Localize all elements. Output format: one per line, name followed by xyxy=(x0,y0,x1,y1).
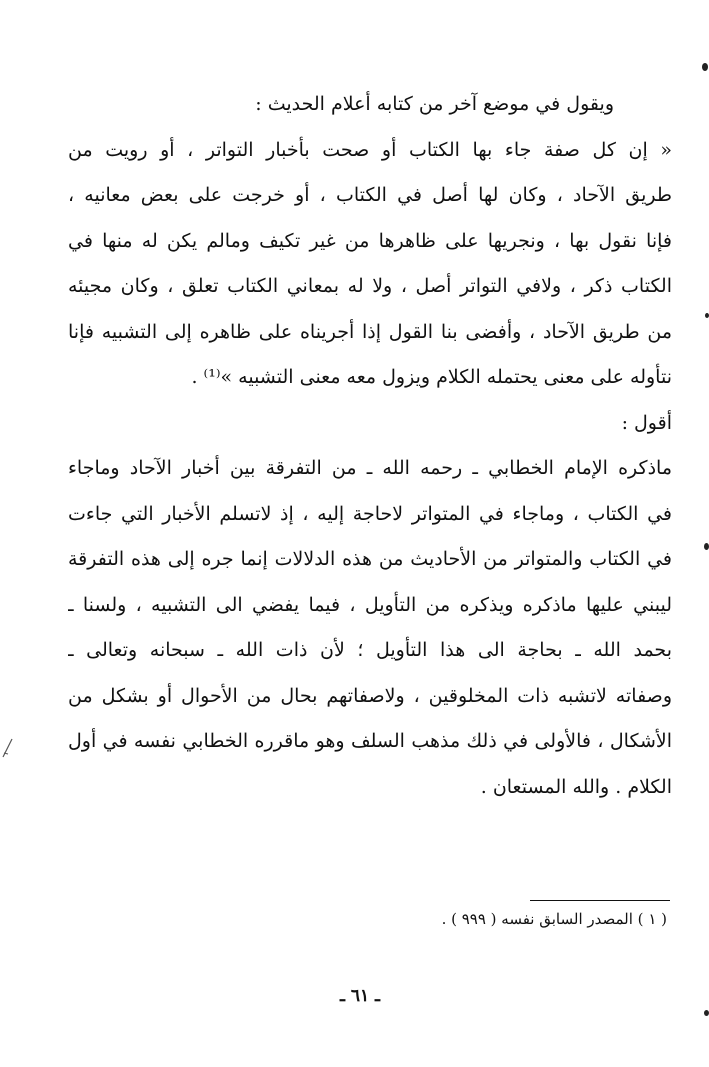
text-line: من طريق الآحاد ، وأفضى بنا القول إذا أجريناه على ظاهره إلى التشبيه فإنا xyxy=(68,320,672,343)
footnote-divider xyxy=(530,900,670,901)
text-line: الكلام . والله المستعان . xyxy=(480,775,672,798)
scan-margin-mark xyxy=(0,735,16,765)
text-line: في الكتاب ، وماجاء في المتواتر لاحاجة إليه ، إذ لاتسلم الأخبار التي جاءت xyxy=(68,502,672,525)
text-line: الأشكال ، فالأولى في ذلك مذهب السلف وهو ماقرره الخطابي نفسه في أول xyxy=(68,730,672,752)
text-line: ويقول في موضع آخر من كتابه أعلام الحديث : xyxy=(255,93,614,115)
text-line: « إن كل صفة جاء بها الكتاب أو صحت بأخبار التواتر ، أو رويت من xyxy=(68,138,672,161)
text-line: فإنا نقول بها ، ونجريها على ظاهرها من غير تكيف ومالم يكن له منها في xyxy=(68,229,672,252)
footnote: ( ١ ) المصدر السابق نفسه ( ٩٩٩ ) . xyxy=(441,910,667,928)
scan-speck xyxy=(704,1010,709,1016)
text-line: بحمد الله ـ بحاجة الى هذا التأويل ؛ لأن ذات الله ـ سبحانه وتعالى ـ xyxy=(68,639,672,661)
text-line: طريق الآحاد ، وكان لها أصل في الكتاب ، أو خرجت على بعض معانيه ، xyxy=(68,184,672,206)
body-text xyxy=(68,82,672,810)
scan-speck xyxy=(702,63,708,71)
text-line: في الكتاب والمتواتر من الأحاديث من هذه الدلالات إنما جره إلى هذه التفرقة xyxy=(68,548,672,570)
scan-speck xyxy=(704,543,709,550)
text-line: ليبني عليها ماذكره ويذكره من التأويل ، فيما يفضي الى التشبيه ، ولسنا ـ xyxy=(68,593,672,616)
text-line: ماذكره الإمام الخطابي ـ رحمه الله ـ من التفرقة بين أخبار الآحاد وماجاء xyxy=(68,457,672,479)
text-line: الكتاب ذكر ، ولافي التواتر أصل ، ولا له بمعاني الكتاب تعلق ، وكان مجيئه xyxy=(68,275,672,297)
page-number: ـ ٦١ ـ xyxy=(339,986,381,1006)
text-line: نتأوله على معنى يحتمله الكلام ويزول معه معنى التشبيه »⁽¹⁾ . xyxy=(191,366,672,388)
text-line: وصفاته لاتشبه ذات المخلوقين ، ولاصفاتهم بحال من الأحوال أو بشكل من xyxy=(68,684,672,707)
scan-speck xyxy=(705,313,709,318)
text-line: أقول : xyxy=(621,411,672,434)
